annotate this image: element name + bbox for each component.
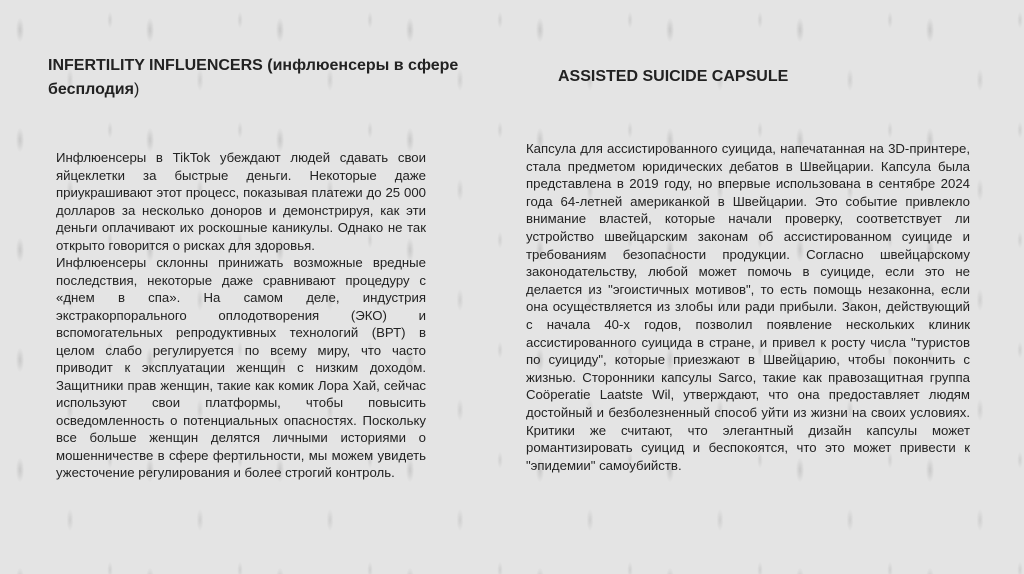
right-section-title: ASSISTED SUICIDE CAPSULE bbox=[558, 68, 789, 85]
left-section-body bbox=[56, 149, 426, 482]
left-section-title-bold: INFERTILITY INFLUENCERS (инфлюенсеры в сфере бесплодия bbox=[48, 57, 459, 98]
left-paragraph-1: Инфлюенсеры в TikTok убеждают людей сдавать свои яйцеклетки за быстрые деньги. Некоторые даже приукрашивают этот процесс, показывая платежи до 25 000 долларов за несколько доноров и демонстрируя, как эти деньги оплачивают их роскошные каникулы. Однако не так открыто говорится о рисках для здоровья. bbox=[56, 150, 426, 253]
left-section-title bbox=[48, 54, 478, 102]
right-section-body bbox=[526, 140, 970, 474]
left-section-title-closing: ) bbox=[133, 81, 140, 98]
right-paragraph: Капсула для ассистированного суицида, напечатанная на 3D-принтере, стала предметом юридических дебатов в Швейцарии. Капсула была представлена в 2019 году, но впервые использована в сентябре 2024 года 64-летней американкой в Швейцарии. Это событие привлекло внимание властей, которые начали проверку, соответствует ли устройство швейцарским законам об ассистированном суициде и требованиям безопасности продукции. Согласно швейцарскому законодательству, любой может помочь в суициде, если это не делается из "эгоистичных мотивов", то есть помощь незаконна, если она осуществляется из злобы или ради прибыли. Закон, действующий с начала 40-х годов, позволил появление нескольких клиник ассистированного суицида в стране, и привел к росту числа "туристов по суициду", которые приезжают в Швейцарию, чтобы покончить с жизнью. Сторонники капсулы Sarco, такие как правозащитная группа Coöperatie Laatste Wil, утверждают, что она предоставляет людям достойный и безболезненный способ уйти из жизни на своих условиях. Критики же считают, что элегантный дизайн капсулы может романтизировать суицид и беспокоятся, что это может привести к "эпидемии" самоубийств. bbox=[526, 141, 970, 473]
left-paragraph-2: Инфлюенсеры склонны принижать возможные вредные последствия, некоторые даже сравнивают процедуру с «днем в спа». На самом деле, индустрия экстракорпорального оплодотворения (ЭКО) и вспомогательных репродуктивных технологий (ВРТ) в целом слабо регулируется по всему миру, что часто приводит к эксплуатации женщин с низким доходом. Защитники прав женщин, такие как комик Лора Хай, сейчас используют свои платформы, чтобы повысить осведомленность о потенциальных опасностях. Поскольку все больше женщин делятся личными историями о мошенничестве в сфере фертильности, мы можем увидеть ужесточение регулирования и более строгий контроль. bbox=[56, 255, 426, 480]
